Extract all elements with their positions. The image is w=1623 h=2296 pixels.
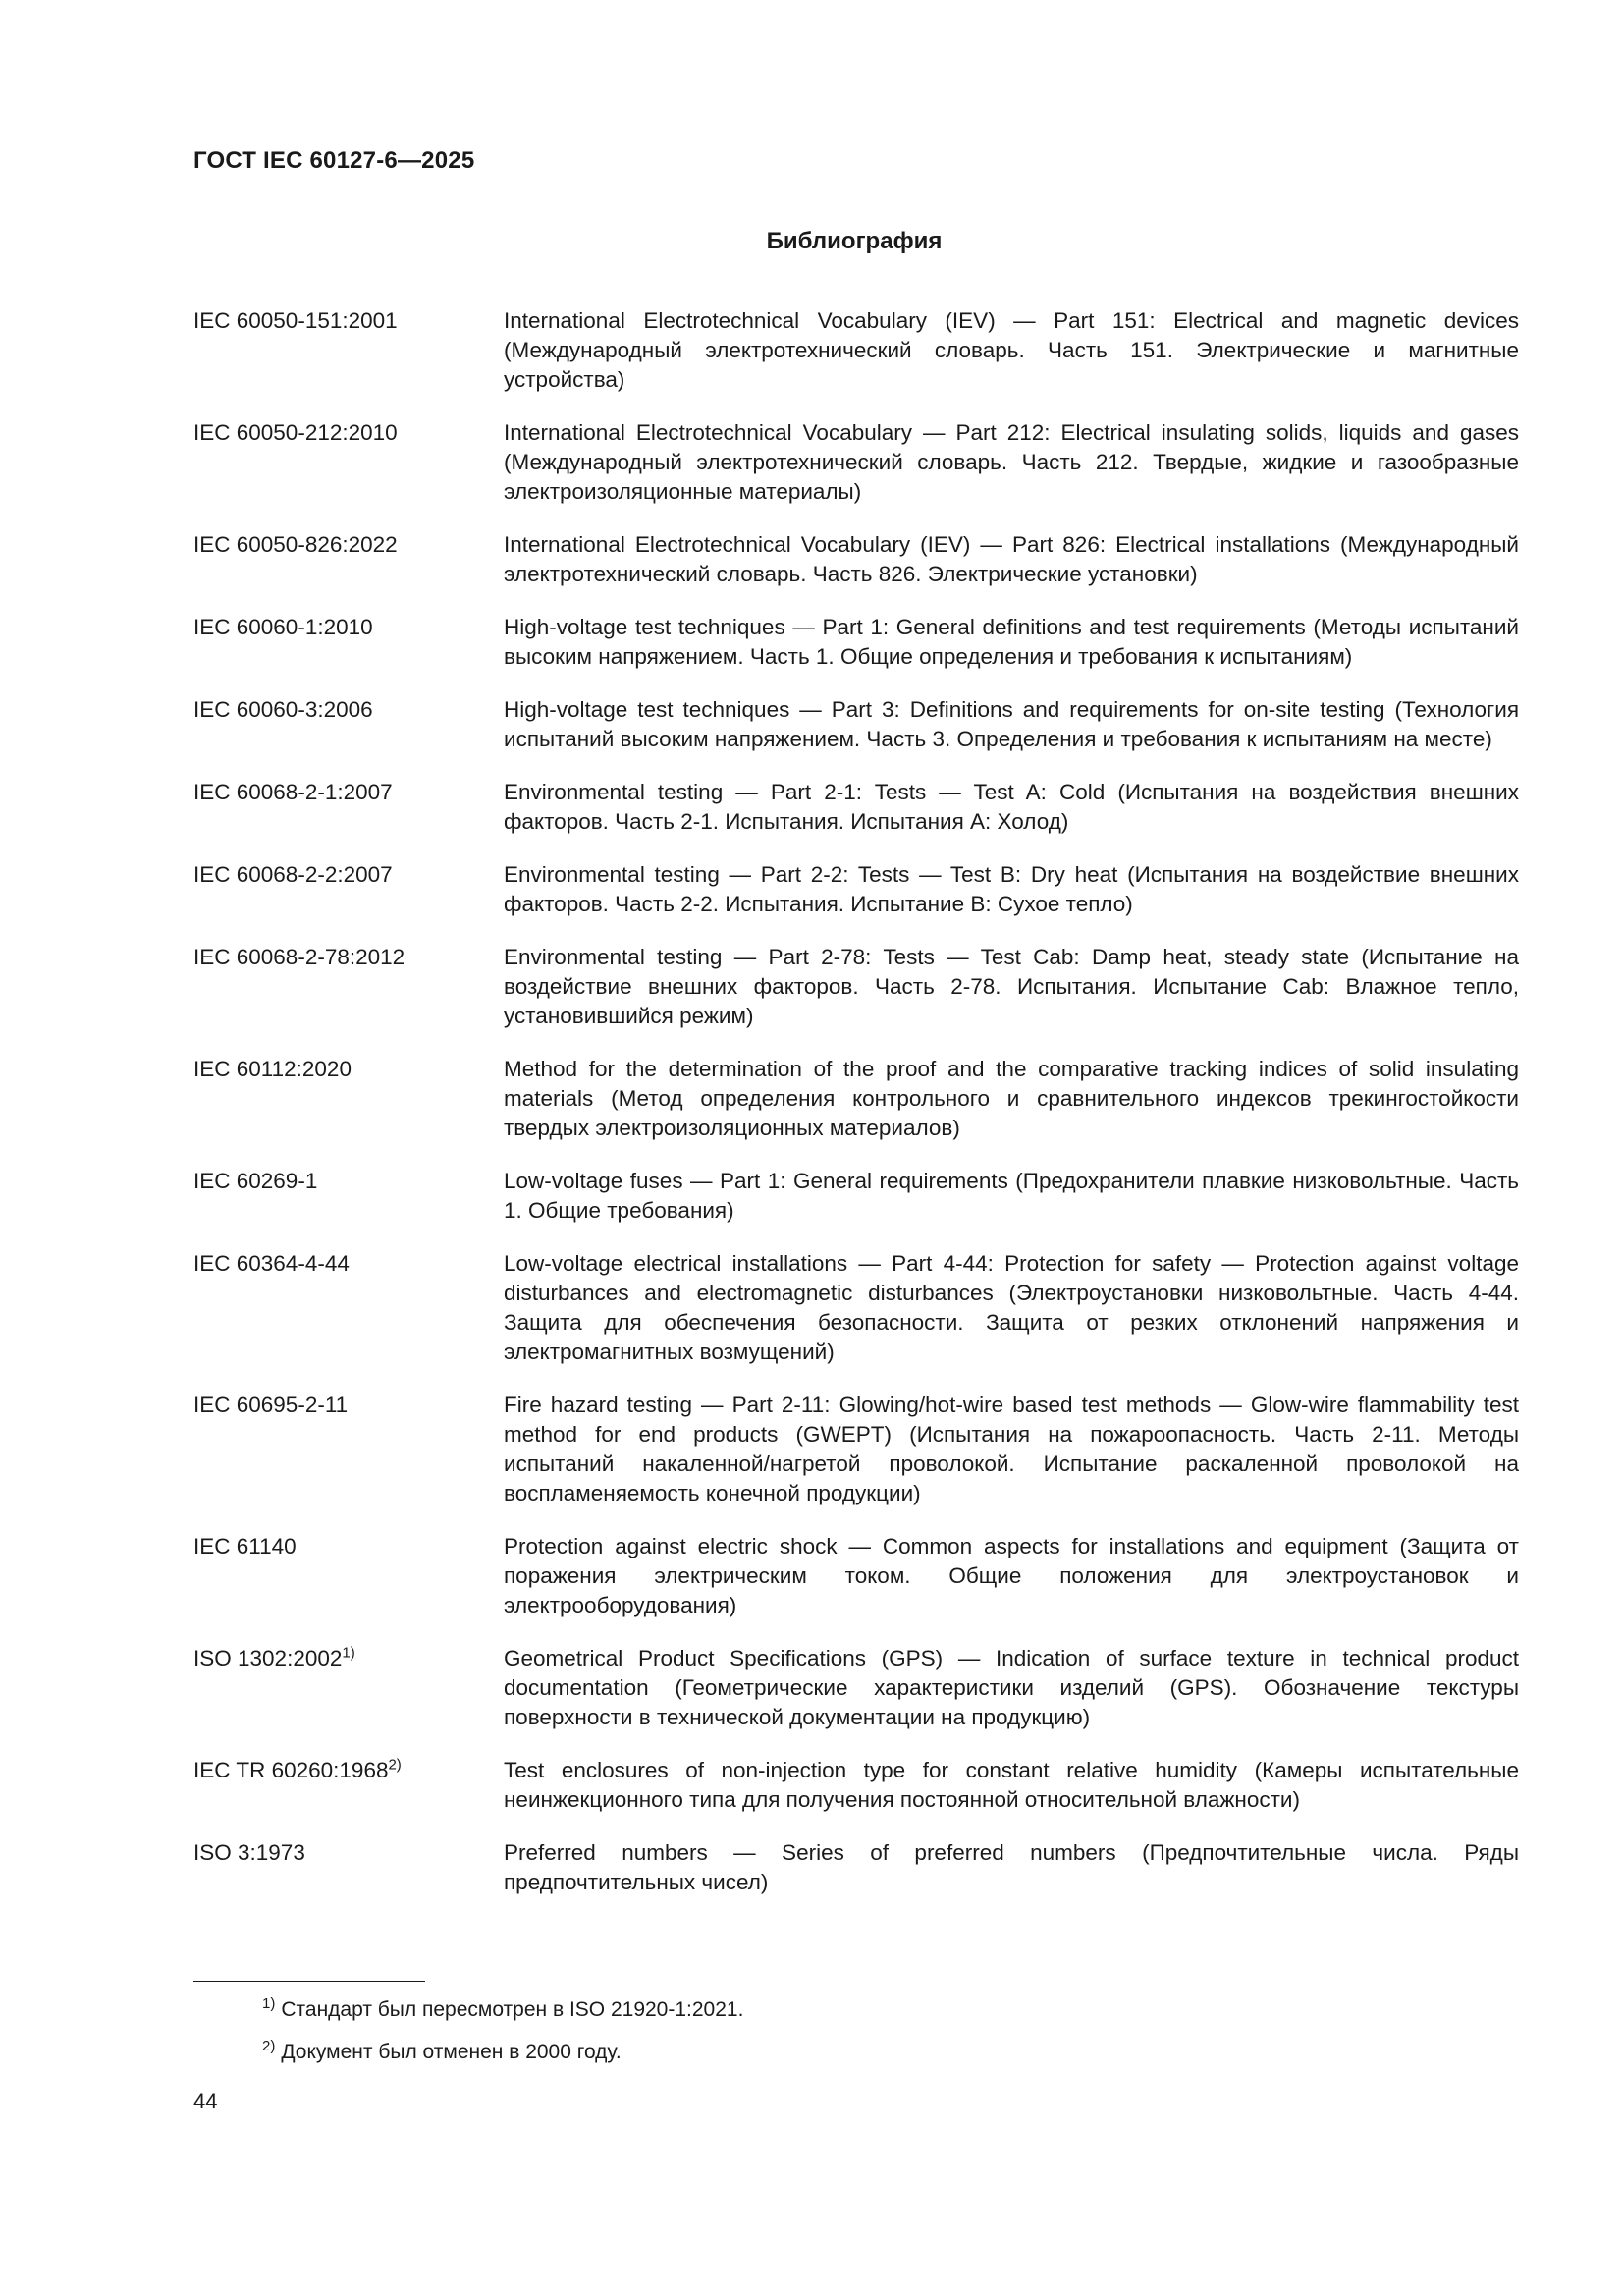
bibliography-reference <box>193 1644 504 1732</box>
bibliography-reference <box>193 1532 504 1620</box>
bibliography-entry <box>193 418 1519 507</box>
bibliography-reference <box>193 1838 504 1897</box>
bibliography-description: Low-voltage fuses — Part 1: General requirements (Предохранители плавкие низковольтные. Часть 1. Общие требования) <box>504 1169 1519 1223</box>
bibliography-entry <box>193 1167 1519 1226</box>
page-number: 44 <box>193 2089 218 2113</box>
bibliography-description: Low-voltage electrical installations — Part 4-44: Protection for safety — Protection against voltage disturbances and electromagnetic disturbances (Электроустановки низковольтные. Часть 4-44. Защита для обеспечения безопасности. Защита от резких отклонений напряжения и электромагнитных возмущений) <box>504 1251 1519 1364</box>
reference-code: IEC 60060-1:2010 <box>193 615 373 639</box>
footnotes <box>262 1996 1440 2081</box>
reference-code: IEC 60060-3:2006 <box>193 697 373 722</box>
bibliography-reference <box>193 1391 504 1508</box>
reference-code: IEC 60364-4-44 <box>193 1251 350 1276</box>
bibliography-reference <box>193 1756 504 1815</box>
bibliography-entry <box>193 860 1519 919</box>
reference-code: IEC 60068-2-78:2012 <box>193 945 406 969</box>
bibliography-description: Method for the determination of the proof and the comparative tracking indices of solid insulating materials (Метод определения контрольного и сравнительного индексов трекингостойкости твердых электроизоляционных материалов) <box>504 1057 1519 1140</box>
bibliography-entry <box>193 1532 1519 1620</box>
bibliography-reference <box>193 1167 504 1226</box>
section-title: Библиография <box>766 228 943 254</box>
reference-code: IEC 60050-151:2001 <box>193 308 398 333</box>
bibliography-description: Geometrical Product Specifications (GPS) — Indication of surface texture in technical product documentation (Геометрические характеристики изделий (GPS). Обозначение текстуры поверхности в технической документации на продукцию) <box>504 1646 1519 1729</box>
bibliography-description: Fire hazard testing — Part 2-11: Glowing/hot-wire based test methods — Glow-wire flammability test method for end products (GWEPT) (Испытания на пожароопасность. Часть 2-11. Методы испытаний накаленной/нагретой проволокой. Испытание раскаленной проволокой на воспламеняемость конечной продукции) <box>504 1393 1519 1505</box>
footnote-marker: 1) <box>342 1644 355 1662</box>
document-code-header: ГОСТ IEC 60127-6—2025 <box>193 147 475 174</box>
footnote-divider <box>193 1981 425 1982</box>
bibliography-description: International Electrotechnical Vocabulary (IEV) — Part 151: Electrical and magnetic devices (Международный электротехнический словарь. Часть 151. Электрические и магнитные устройства) <box>504 308 1519 392</box>
bibliography-reference <box>193 1249 504 1367</box>
bibliography-description: Environmental testing — Part 2-78: Tests — Test Cab: Damp heat, steady state (Испытание на воздействие внешних факторов. Часть 2-78. Испытания. Испытание Cab: Влажное тепло, установившийся режим) <box>504 945 1519 1028</box>
bibliography-list <box>193 306 1519 1921</box>
reference-code: IEC 60068-2-1:2007 <box>193 780 393 804</box>
bibliography-reference <box>193 306 504 395</box>
bibliography-reference <box>193 418 504 507</box>
bibliography-description: International Electrotechnical Vocabulary (IEV) — Part 826: Electrical installations (Международный электротехнический словарь. Часть 826. Электрические установки) <box>504 532 1519 586</box>
bibliography-entry <box>193 778 1519 837</box>
reference-code: IEC 60269-1 <box>193 1169 318 1193</box>
bibliography-description: High-voltage test techniques — Part 1: General definitions and test requirements (Методы испытаний высоким напряжением. Часть 1. Общие определения и требования к испытаниям) <box>504 615 1519 669</box>
bibliography-description: Environmental testing — Part 2-2: Tests — Test B: Dry heat (Испытания на воздействие внешних факторов. Часть 2-2. Испытания. Испытание В: Сухое тепло) <box>504 862 1519 916</box>
bibliography-entry <box>193 1391 1519 1508</box>
bibliography-reference <box>193 530 504 589</box>
reference-code: IEC 60112:2020 <box>193 1057 352 1081</box>
bibliography-entry <box>193 1838 1519 1897</box>
bibliography-reference <box>193 613 504 672</box>
bibliography-entry <box>193 530 1519 589</box>
bibliography-entry <box>193 306 1519 395</box>
footnote-marker: 2) <box>388 1756 402 1774</box>
bibliography-description: Preferred numbers — Series of preferred numbers (Предпочтительные числа. Ряды предпочтительных чисел) <box>504 1840 1519 1894</box>
footnote-item <box>262 1996 1440 2024</box>
footnote-marker: 1) <box>262 1995 276 2012</box>
bibliography-reference <box>193 860 504 919</box>
bibliography-entry <box>193 943 1519 1031</box>
bibliography-entry <box>193 1249 1519 1367</box>
bibliography-description: Test enclosures of non-injection type for constant relative humidity (Камеры испытательные неинжекционного типа для получения постоянной относительной влажности) <box>504 1758 1519 1812</box>
bibliography-reference <box>193 778 504 837</box>
reference-code: IEC 60050-826:2022 <box>193 532 398 557</box>
reference-code: IEC 60050-212:2010 <box>193 420 398 445</box>
footnote-text: Документ был отменен в 2000 году. <box>281 2041 622 2063</box>
reference-code: IEC 61140 <box>193 1534 297 1558</box>
footnote-text: Стандарт был пересмотрен в ISO 21920-1:2021. <box>281 1998 744 2021</box>
bibliography-entry <box>193 1644 1519 1732</box>
reference-code: ISO 3:1973 <box>193 1840 305 1865</box>
bibliography-entry <box>193 1756 1519 1815</box>
bibliography-description: High-voltage test techniques — Part 3: Definitions and requirements for on-site testing (Технология испытаний высоким напряжением. Часть 3. Определения и требования к испытаниям на месте) <box>504 697 1519 751</box>
bibliography-reference <box>193 1055 504 1143</box>
footnote-item <box>262 2039 1440 2066</box>
reference-code: IEC TR 60260:1968 <box>193 1758 389 1782</box>
bibliography-description: International Electrotechnical Vocabulary — Part 212: Electrical insulating solids, liquids and gases (Международный электротехнический словарь. Часть 212. Твердые, жидкие и газообразные электроизоляционные материалы) <box>504 420 1519 504</box>
bibliography-entry <box>193 1055 1519 1143</box>
reference-code: ISO 1302:2002 <box>193 1646 343 1670</box>
footnote-marker: 2) <box>262 2038 276 2054</box>
reference-code: IEC 60695-2-11 <box>193 1393 349 1417</box>
reference-code: IEC 60068-2-2:2007 <box>193 862 393 887</box>
bibliography-reference <box>193 695 504 754</box>
bibliography-description: Environmental testing — Part 2-1: Tests — Test A: Cold (Испытания на воздействия внешних факторов. Часть 2-1. Испытания. Испытания А: Холод) <box>504 780 1519 834</box>
bibliography-reference <box>193 943 504 1031</box>
bibliography-entry <box>193 695 1519 754</box>
bibliography-description: Protection against electric shock — Common aspects for installations and equipment (Защита от поражения электрическим током. Общие положения для электроустановок и электрооборудования) <box>504 1534 1519 1617</box>
bibliography-entry <box>193 613 1519 672</box>
